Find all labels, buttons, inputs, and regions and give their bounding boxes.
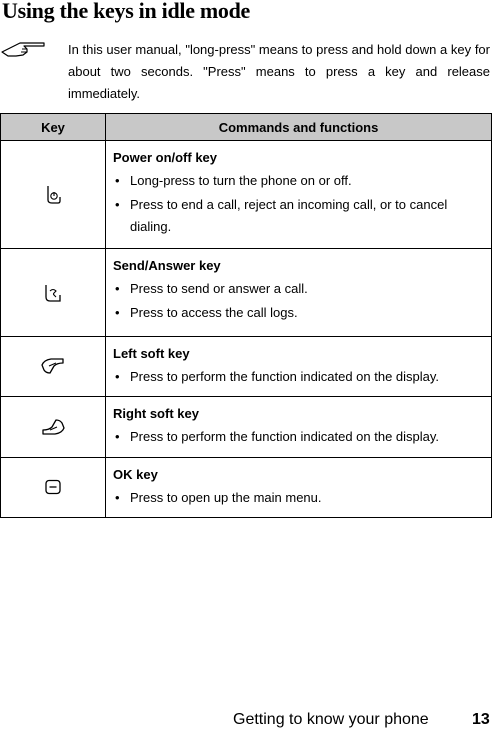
key-name: Left soft key — [113, 346, 190, 361]
note-text: In this user manual, "long-press" means to press and hold down a key for about two seconds. "Press" means to press a key and release immediately. — [68, 42, 490, 101]
key-name: OK key — [113, 467, 158, 482]
table-row — [1, 337, 492, 397]
list-item: • Press to perform the function indicated on the display. — [115, 429, 440, 444]
function-list — [113, 366, 485, 388]
key-cell — [1, 249, 106, 337]
key-name: Right soft key — [113, 406, 199, 421]
list-item: • Press to open up the main menu. — [115, 490, 322, 505]
list-item: • Press to end a call, reject an incoming call, or to cancel dialing. — [115, 197, 448, 234]
footer-section-title: Getting to know your phone — [233, 711, 429, 728]
command-cell — [106, 141, 492, 249]
command-cell — [106, 397, 492, 458]
function-list — [113, 426, 485, 448]
table-row — [1, 397, 492, 458]
commands-column-header: Commands and functions — [106, 114, 492, 141]
list-item: • Press to access the call logs. — [115, 305, 298, 320]
command-cell — [106, 458, 492, 518]
key-column-header: Key — [1, 114, 106, 141]
table-row — [1, 249, 492, 337]
pointing-hand-icon — [0, 40, 48, 58]
key-name: Send/Answer key — [113, 258, 221, 273]
function-list — [113, 487, 485, 509]
command-cell — [106, 249, 492, 337]
list-item: • Press to send or answer a call. — [115, 281, 308, 296]
page-title: Using the keys in idle mode — [2, 0, 250, 23]
key-cell — [1, 337, 106, 397]
ok-key-icon — [45, 479, 61, 495]
key-cell — [1, 397, 106, 458]
right-soft-key-icon — [41, 418, 65, 436]
page-number: 13 — [472, 711, 490, 728]
list-item: • Press to perform the function indicated on the display. — [115, 369, 440, 384]
keys-table — [0, 113, 492, 518]
table-header-row — [1, 114, 492, 141]
command-cell — [106, 337, 492, 397]
key-cell — [1, 458, 106, 518]
left-soft-key-icon — [41, 357, 65, 375]
function-list — [113, 278, 485, 324]
table-row — [1, 141, 492, 249]
power-key-icon — [44, 185, 62, 205]
key-name: Power on/off key — [113, 150, 218, 165]
list-item: • Long-press to turn the phone on or off. — [115, 173, 352, 188]
function-list — [113, 170, 485, 238]
key-cell — [1, 141, 106, 249]
send-answer-key-icon — [43, 283, 63, 303]
table-row — [1, 458, 492, 518]
